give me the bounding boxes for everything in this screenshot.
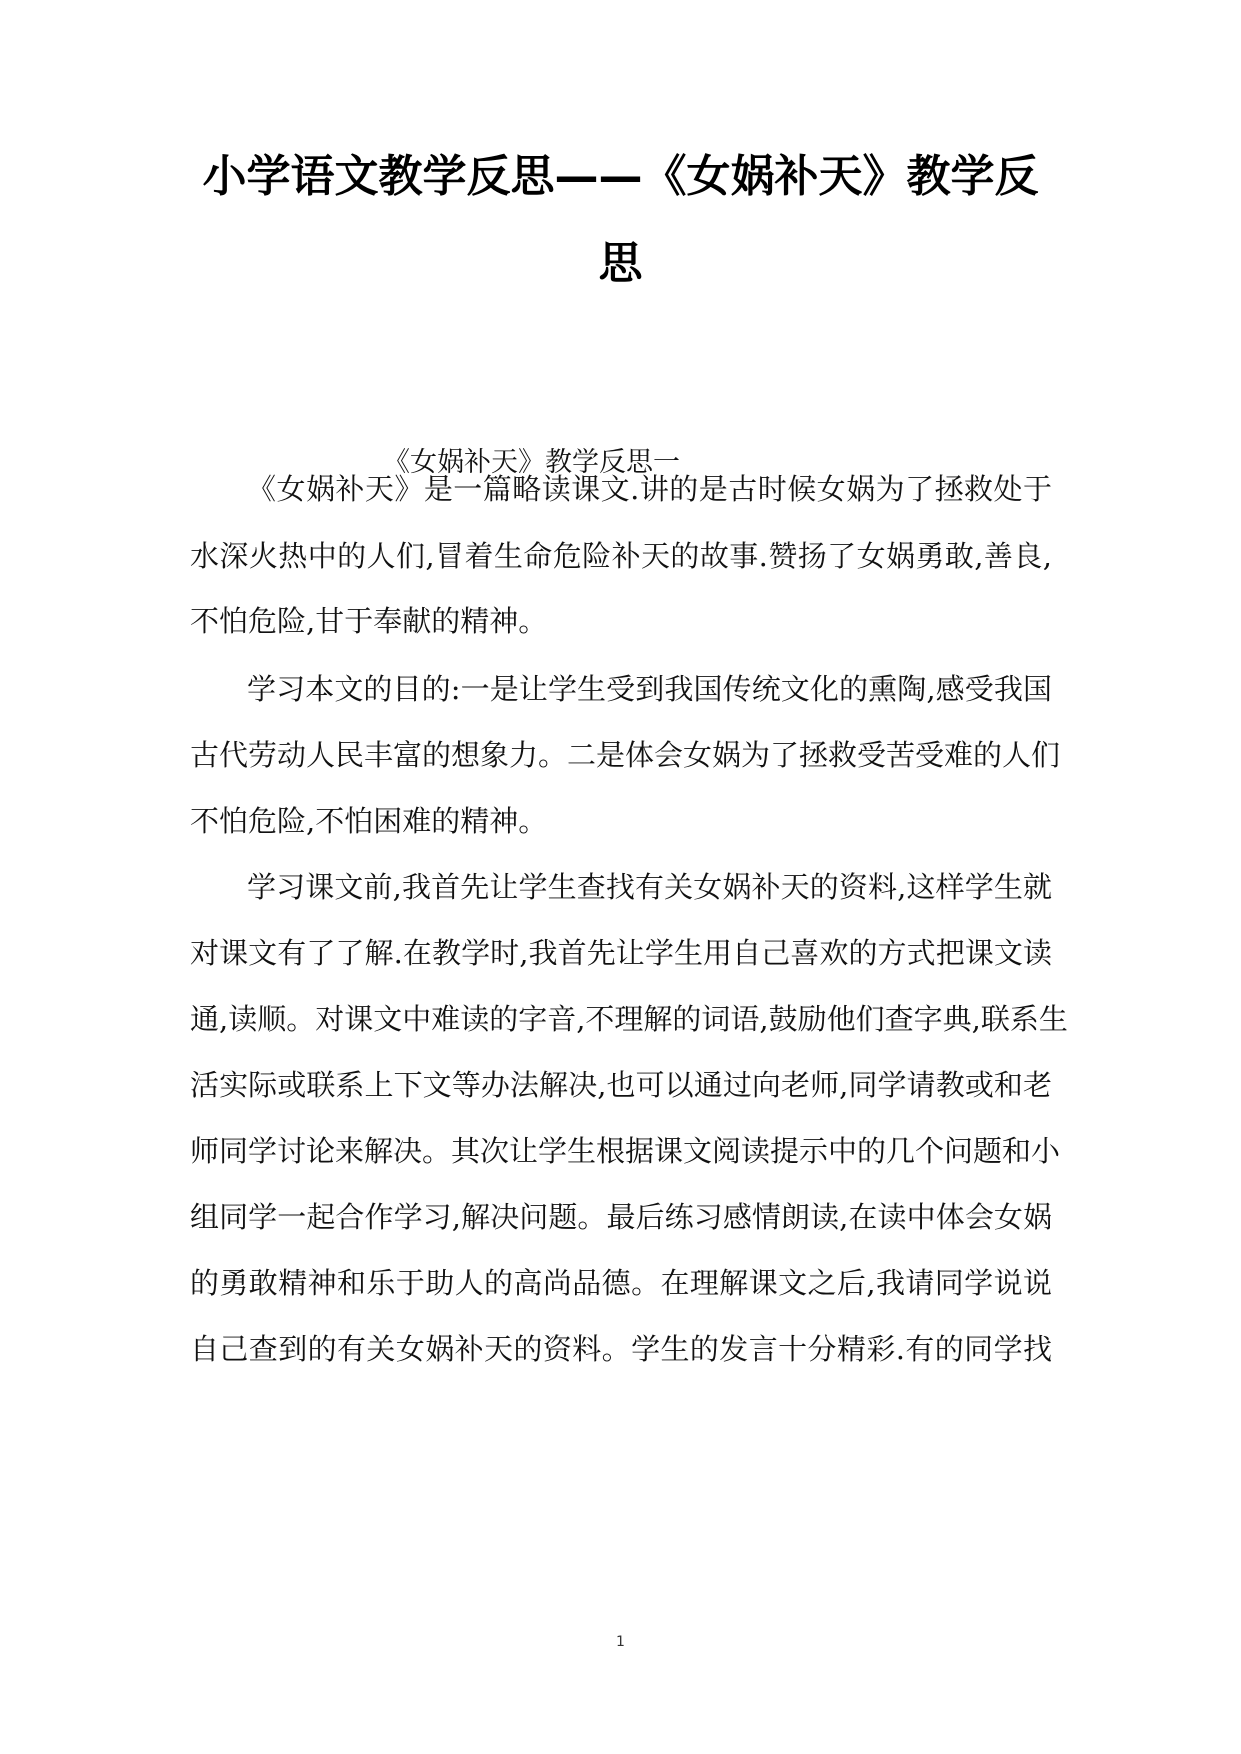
paragraph-2-line-2: 古代劳动人民丰富的想象力。二是体会女娲为了拯救受苦受难的人们 [190, 738, 1061, 772]
section-heading: 《女娲补天》教学反思一 [383, 447, 680, 478]
paragraph-2-line-1: 学习本文的目的:一是让学生受到我国传统文化的熏陶,感受我国 [247, 672, 1052, 706]
document-title-line-2: 思 [598, 238, 643, 289]
paragraph-3-line-8: 自己查到的有关女娲补天的资料。学生的发言十分精彩.有的同学找 [190, 1332, 1052, 1366]
page-number: 1 [616, 1634, 625, 1650]
paragraph-3-line-5: 师同学讨论来解决。其次让学生根据课文阅读提示中的几个问题和小 [190, 1134, 1061, 1168]
paragraph-1-line-3: 不怕危险,甘于奉献的精神。 [190, 604, 548, 638]
paragraph-2-line-3: 不怕危险,不怕困难的精神。 [190, 804, 548, 838]
paragraph-3-line-7: 的勇敢精神和乐于助人的高尚品德。在理解课文之后,我请同学说说 [190, 1266, 1052, 1300]
paragraph-3-line-6: 组同学一起合作学习,解决问题。最后练习感情朗读,在读中体会女娲 [190, 1200, 1052, 1234]
paragraph-3-line-4: 活实际或联系上下文等办法解决,也可以通过向老师,同学请教或和老 [190, 1068, 1052, 1102]
paragraph-3-line-2: 对课文有了了解.在教学时,我首先让学生用自己喜欢的方式把课文读 [190, 936, 1052, 970]
paragraph-1-line-2: 水深火热中的人们,冒着生命危险补天的故事.赞扬了女娲勇敢,善良, [190, 539, 1052, 573]
paragraph-3-line-1: 学习课文前,我首先让学生查找有关女娲补天的资料,这样学生就 [247, 870, 1052, 904]
document-title-line-1: 小学语文教学反思——《女娲补天》教学反 [202, 151, 1039, 202]
paragraph-3-line-3: 通,读顺。对课文中难读的字音,不理解的词语,鼓励他们查字典,联系生 [190, 1002, 1068, 1036]
paragraph-1-line-1: 《女娲补天》是一篇略读课文.讲的是古时候女娲为了拯救处于 [247, 472, 1052, 506]
